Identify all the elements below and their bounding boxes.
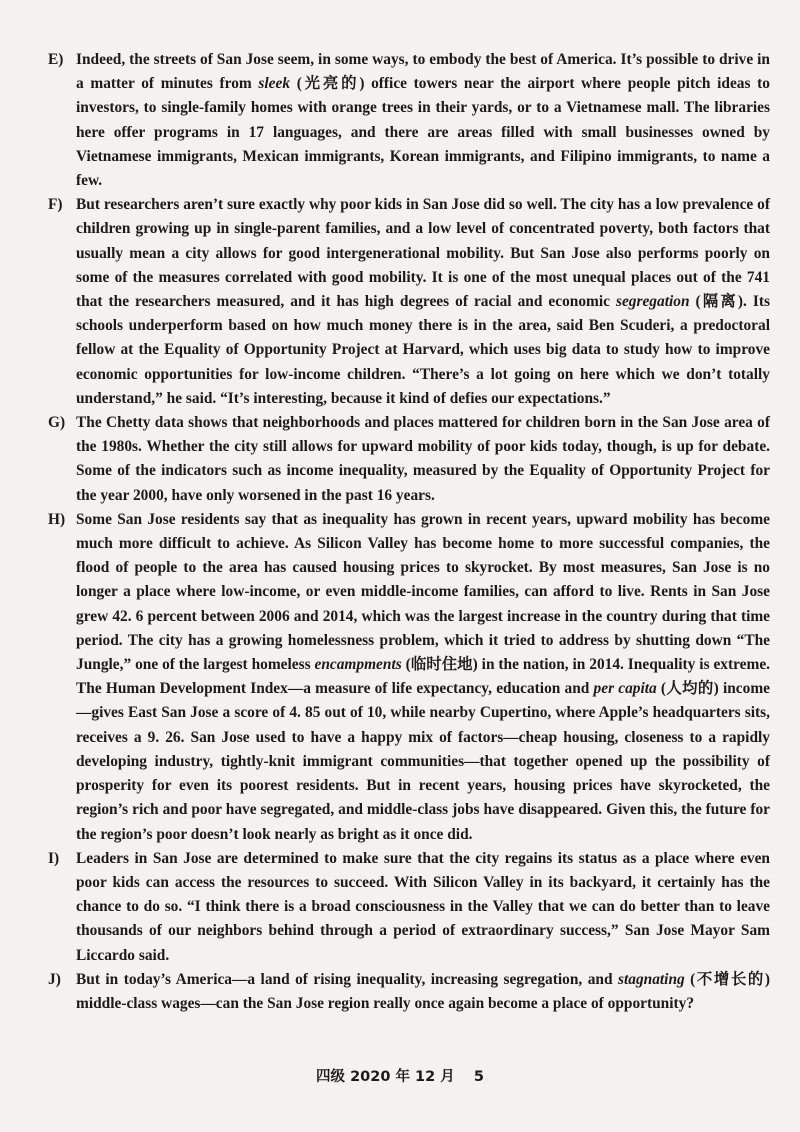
paragraph-text bbox=[76, 48, 770, 193]
paragraph-text bbox=[76, 411, 770, 508]
italic-term: stagnating bbox=[617, 970, 685, 988]
exam-label: 四级 2020 年 12 月 bbox=[316, 1069, 455, 1085]
paragraph-letter: I) bbox=[48, 849, 60, 867]
passage-paragraph bbox=[48, 411, 770, 508]
paragraph-letter: J) bbox=[48, 970, 61, 988]
text-run: (光亮的) office towers near the airport where people pitch ideas to investors, to single-family homes with orange trees in their yards, or to a Vietnamese mall. The libraries here offer programs in 17 languages, and there are areas filled with small businesses owned by Vietnamese immigrants, Mexican immigrants, Korean immigrants, and Filipino immigrants, to name a few. bbox=[76, 75, 770, 190]
passage-paragraph bbox=[48, 968, 770, 1016]
passage-paragraph bbox=[48, 847, 770, 968]
text-run: Some San Jose residents say that as inequality has grown in recent years, upward mobility has become much more difficult to achieve. As Silicon Valley has become home to more successful companies, the flood of people to the area has caused housing prices to skyrocket. By most measures, San Jose is no longer a place where low-income, or even middle-income families, can afford to live. Rents in San Jose grew 42. 6 percent between 2006 and 2014, which was the largest increase in the country during that time period. The city has a growing homelessness problem, which it tried to address by shutting down “The Jungle,” one of the largest homeless bbox=[76, 510, 770, 674]
text-run: (人均的) income—gives East San Jose a score of 4. 85 out of 10, while nearby Cupertino, where Apple’s headquarters sits, receives a 9. 26. San Jose used to have a happy mix of factors—cheap housing, closeness to a rapidly developing industry, tightly-knit immigrant communities—that together opened up the possibility of prosperity for even its poorest residents. But in recent years, housing prices have skyrocketed, the region’s rich and poor have segregated, and middle-class jobs have disappeared. Given this, the future for the region’s poor doesn’t look nearly as bright as it once did. bbox=[76, 680, 770, 843]
paragraph-letter: F) bbox=[48, 196, 63, 214]
passage-paragraph bbox=[48, 193, 770, 411]
passage-paragraph bbox=[48, 48, 770, 193]
text-run: (临时住地) in the nation, in 2014. Inequality is extreme. The Human Development Index—a measure of life expectancy, education and bbox=[76, 656, 770, 698]
text-run: But in today’s America—a land of rising inequality, increasing segregation, and bbox=[76, 970, 618, 988]
paragraph-text bbox=[76, 508, 770, 847]
paragraph-letter: H) bbox=[48, 510, 66, 528]
italic-term: per capita bbox=[593, 680, 657, 698]
italic-term: encampments bbox=[314, 656, 402, 674]
text-run: But researchers aren’t sure exactly why poor kids in San Jose did so well. The city has a low prevalence of children growing up in single-parent families, and a low level of concentrated poverty, both factors that usually mean a city allows for good intergenerational mobility. But San Jose also performs poorly on some of the measures correlated with good mobility. It is one of the most unequal places out of the 741 that the researchers measured, and it has high degrees of racial and economic bbox=[76, 196, 770, 311]
text-run: Indeed, the streets of San Jose seem, in some ways, to embody the best of America. It’s possible to drive in a matter of minutes from bbox=[76, 51, 770, 93]
paragraph-text bbox=[76, 847, 770, 968]
text-run: (不增长的) middle-class wages—can the San Jose region really once again become a place of opportunity? bbox=[76, 970, 770, 1012]
paragraph-text bbox=[76, 968, 770, 1016]
reading-passage bbox=[48, 48, 770, 1016]
paragraph-letter: G) bbox=[48, 414, 66, 432]
text-run: The Chetty data shows that neighborhoods and places mattered for children born in the San Jose area of the 1980s. Whether the city still allows for upward mobility of poor kids today, though, is up for debate. Some of the indicators such as income inequality, measured by the Equality of Opportunity Project for the year 2000, have only worsened in the past 16 years. bbox=[76, 414, 770, 504]
paragraph-letter: E) bbox=[48, 51, 64, 68]
page-number: 5 bbox=[473, 1069, 484, 1085]
passage-paragraph bbox=[48, 508, 770, 847]
italic-term: segregation bbox=[615, 293, 690, 311]
paragraph-text bbox=[76, 193, 770, 411]
italic-term: sleek bbox=[258, 75, 291, 93]
text-run: Leaders in San Jose are determined to make sure that the city regains its status as a place where even poor kids can access the resources to succeed. With Silicon Valley in its backyard, it certainly has the chance to do so. “I think there is a broad consciousness in the Valley that we can do better than to leave thousands of our neighbors behind through a period of extraordinary success,” San Jose Mayor Sam Liccardo said. bbox=[76, 849, 770, 964]
page-footer bbox=[0, 1065, 800, 1086]
text-run: (隔离). Its schools underperform based on how much money there is in the area, said Ben Scuderi, a predoctoral fellow at the Equality of Opportunity Project at Harvard, which uses big data to study how to improve economic opportunities for low-income children. “There’s a lot going on here which we don’t totally understand,” he said. “It’s interesting, because it kind of defies our expectations.” bbox=[76, 293, 771, 407]
